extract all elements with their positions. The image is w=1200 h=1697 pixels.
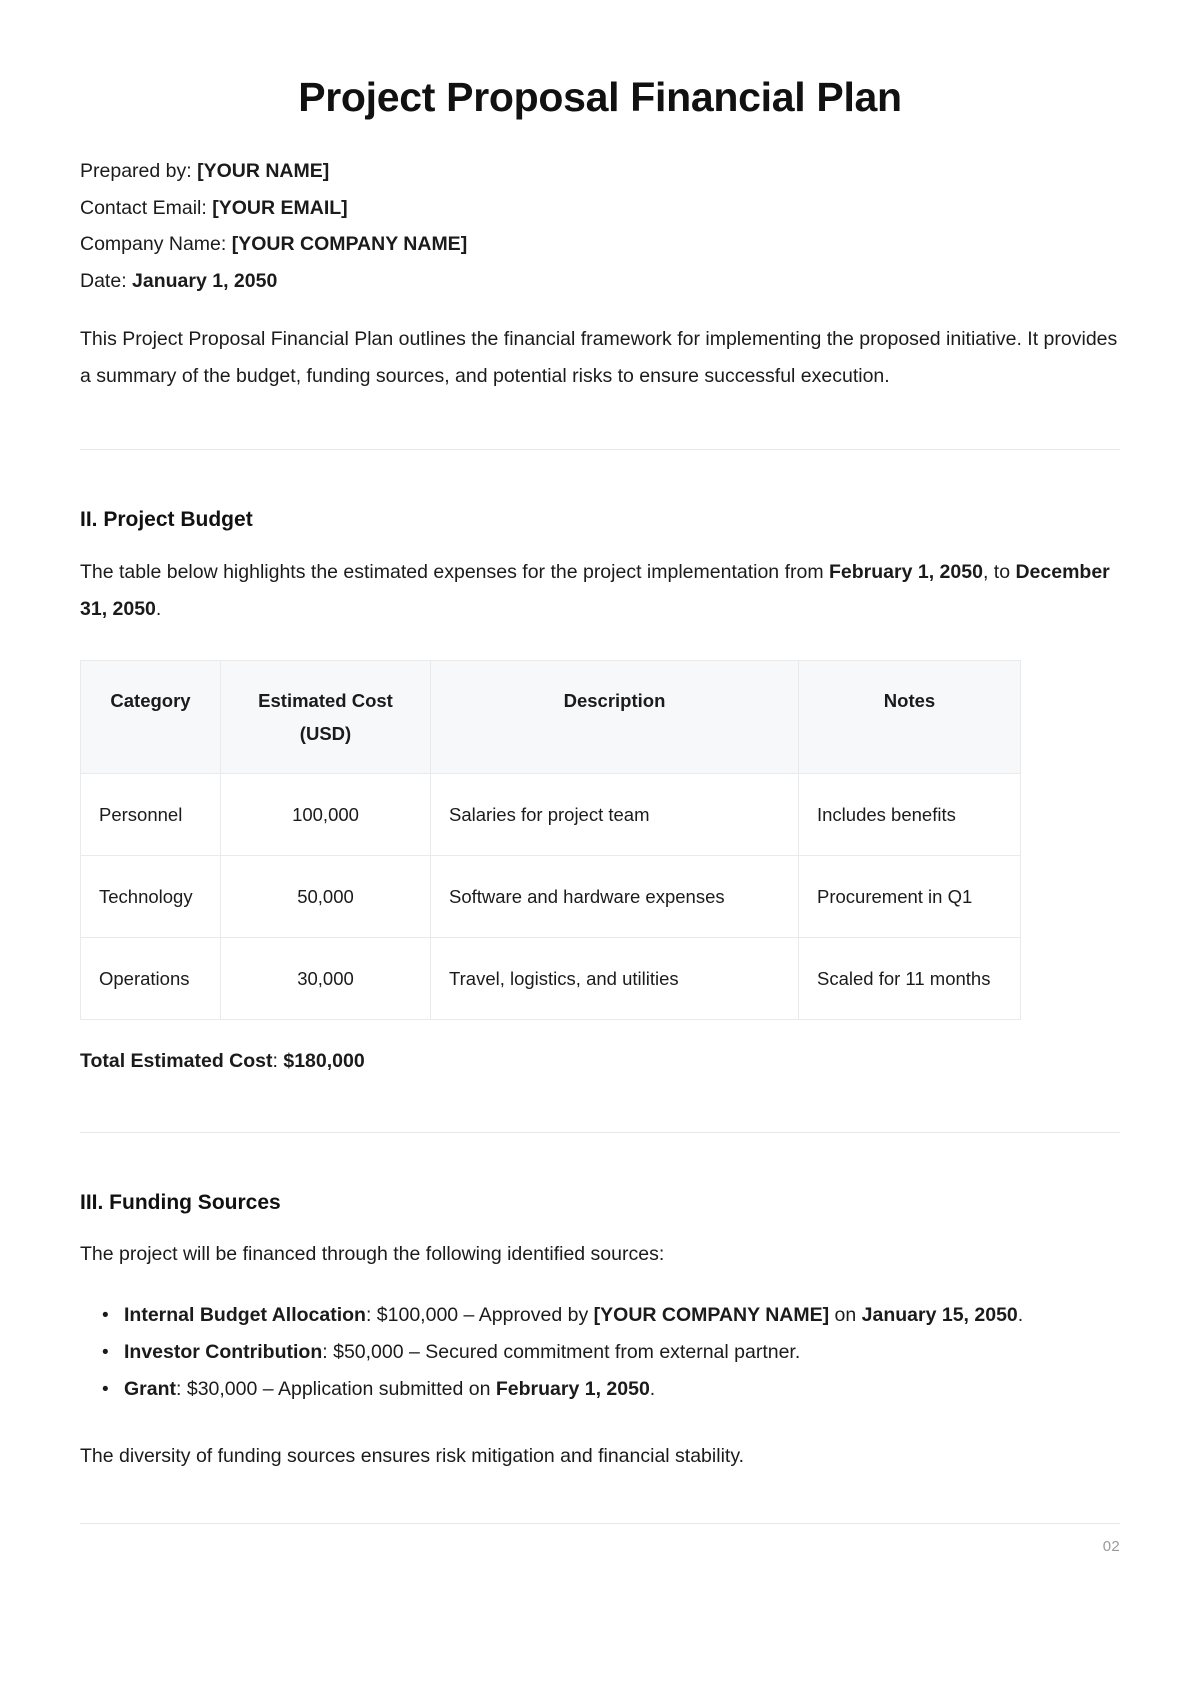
column-header-estimated-cost <box>221 660 431 773</box>
table-header-row <box>81 660 1021 773</box>
funding-item-text-after: on <box>829 1303 862 1326</box>
meta-contact-email-label: Contact Email: <box>80 196 207 219</box>
section-heading-funding-sources: III. Funding Sources <box>80 1190 281 1214</box>
budget-end-date: December 31, 2050 <box>80 560 1110 620</box>
funding-item-name: Grant <box>124 1377 177 1400</box>
cell-cost: 30,000 <box>221 937 431 1019</box>
meta-company-name-label: Company Name: <box>80 233 227 256</box>
column-header-notes: Notes <box>799 660 1021 773</box>
column-header-estimated-cost-line2: (USD) <box>299 722 352 744</box>
meta-prepared-by <box>80 153 1120 190</box>
meta-company-name-value: [YOUR COMPANY NAME] <box>231 233 468 256</box>
total-estimated-cost-separator: : <box>272 1049 284 1072</box>
funding-item-emphasis-2: January 15, 2050 <box>861 1303 1018 1326</box>
funding-item-amount: $100,000 <box>376 1303 459 1326</box>
total-estimated-cost-label: Total Estimated Cost <box>80 1049 273 1072</box>
funding-item-separator: : <box>176 1377 187 1400</box>
cell-description: Salaries for project team <box>431 773 799 855</box>
column-header-description: Description <box>431 660 799 773</box>
document-meta-block <box>80 153 1120 299</box>
funding-item-emphasis: February 1, 2050 <box>495 1377 650 1400</box>
budget-table <box>80 660 1021 1020</box>
funding-item-text-end: . <box>649 1377 656 1400</box>
column-header-category: Category <box>81 660 221 773</box>
funding-item-name: Investor Contribution <box>124 1340 323 1363</box>
meta-contact-email-value: [YOUR EMAIL] <box>212 196 348 219</box>
funding-item-text-end: . <box>1017 1303 1024 1326</box>
footer-divider <box>80 1523 1120 1524</box>
meta-contact-email <box>80 190 1120 227</box>
list-item <box>122 1334 1120 1371</box>
cell-description: Travel, logistics, and utilities <box>431 937 799 1019</box>
page-number: 02 <box>1102 1537 1120 1555</box>
funding-intro-paragraph: The project will be financed through the following identified sources: <box>80 1242 665 1265</box>
section-divider-1 <box>80 449 1120 450</box>
funding-item-emphasis: [YOUR COMPANY NAME] <box>593 1303 830 1326</box>
funding-item-amount: $30,000 <box>186 1377 258 1400</box>
funding-item-text-mid: – Secured commitment from external partner. <box>403 1340 801 1363</box>
budget-intro-prefix: The table below highlights the estimated expenses for the project implementation from <box>80 560 829 583</box>
list-item <box>122 1297 1120 1334</box>
cell-notes: Procurement in Q1 <box>799 855 1021 937</box>
table-row <box>81 937 1021 1019</box>
funding-item-name: Internal Budget Allocation <box>124 1303 366 1326</box>
cell-notes: Scaled for 11 months <box>799 937 1021 1019</box>
funding-sources-list <box>80 1297 1120 1408</box>
funding-item-separator: : <box>322 1340 334 1363</box>
meta-date-label: Date: <box>80 269 127 292</box>
list-item <box>122 1371 1120 1408</box>
cell-cost: 100,000 <box>221 773 431 855</box>
intro-paragraph: This Project Proposal Financial Plan outlines the financial framework for implementing the proposed initiative. It provides a summary of the budget, funding sources, and potential risks to ensure successful execution. <box>80 328 1118 388</box>
funding-item-text-mid: – Approved by <box>458 1303 594 1326</box>
meta-date <box>80 263 1120 300</box>
cell-cost: 50,000 <box>221 855 431 937</box>
section-divider-2 <box>80 1132 1120 1133</box>
table-row <box>81 773 1021 855</box>
column-header-estimated-cost-line1: Estimated Cost <box>258 689 393 711</box>
budget-intro-suffix: . <box>155 597 162 620</box>
funding-item-text-mid: – Application submitted on <box>257 1377 496 1400</box>
budget-start-date: February 1, 2050 <box>829 560 983 583</box>
section-heading-project-budget: II. Project Budget <box>80 508 253 532</box>
total-estimated-cost <box>80 1046 1120 1076</box>
cell-category: Operations <box>81 937 221 1019</box>
budget-table-head <box>81 660 1021 773</box>
cell-description: Software and hardware expenses <box>431 855 799 937</box>
table-row <box>81 855 1021 937</box>
funding-item-amount: $50,000 <box>333 1340 404 1363</box>
total-estimated-cost-amount: $180,000 <box>283 1049 365 1072</box>
cell-category: Personnel <box>81 773 221 855</box>
funding-closing-paragraph: The diversity of funding sources ensures risk mitigation and financial stability. <box>80 1444 745 1467</box>
cell-notes: Includes benefits <box>799 773 1021 855</box>
meta-company-name <box>80 226 1120 263</box>
cell-category: Technology <box>81 855 221 937</box>
budget-intro-middle: , to <box>982 560 1016 583</box>
budget-table-body <box>81 773 1021 1019</box>
page-title: Project Proposal Financial Plan <box>298 74 902 120</box>
budget-intro-paragraph <box>80 554 1120 628</box>
meta-prepared-by-value: [YOUR NAME] <box>197 160 330 183</box>
meta-prepared-by-label: Prepared by: <box>80 160 192 183</box>
meta-date-value: January 1, 2050 <box>132 269 278 292</box>
funding-item-separator: : <box>365 1303 377 1326</box>
